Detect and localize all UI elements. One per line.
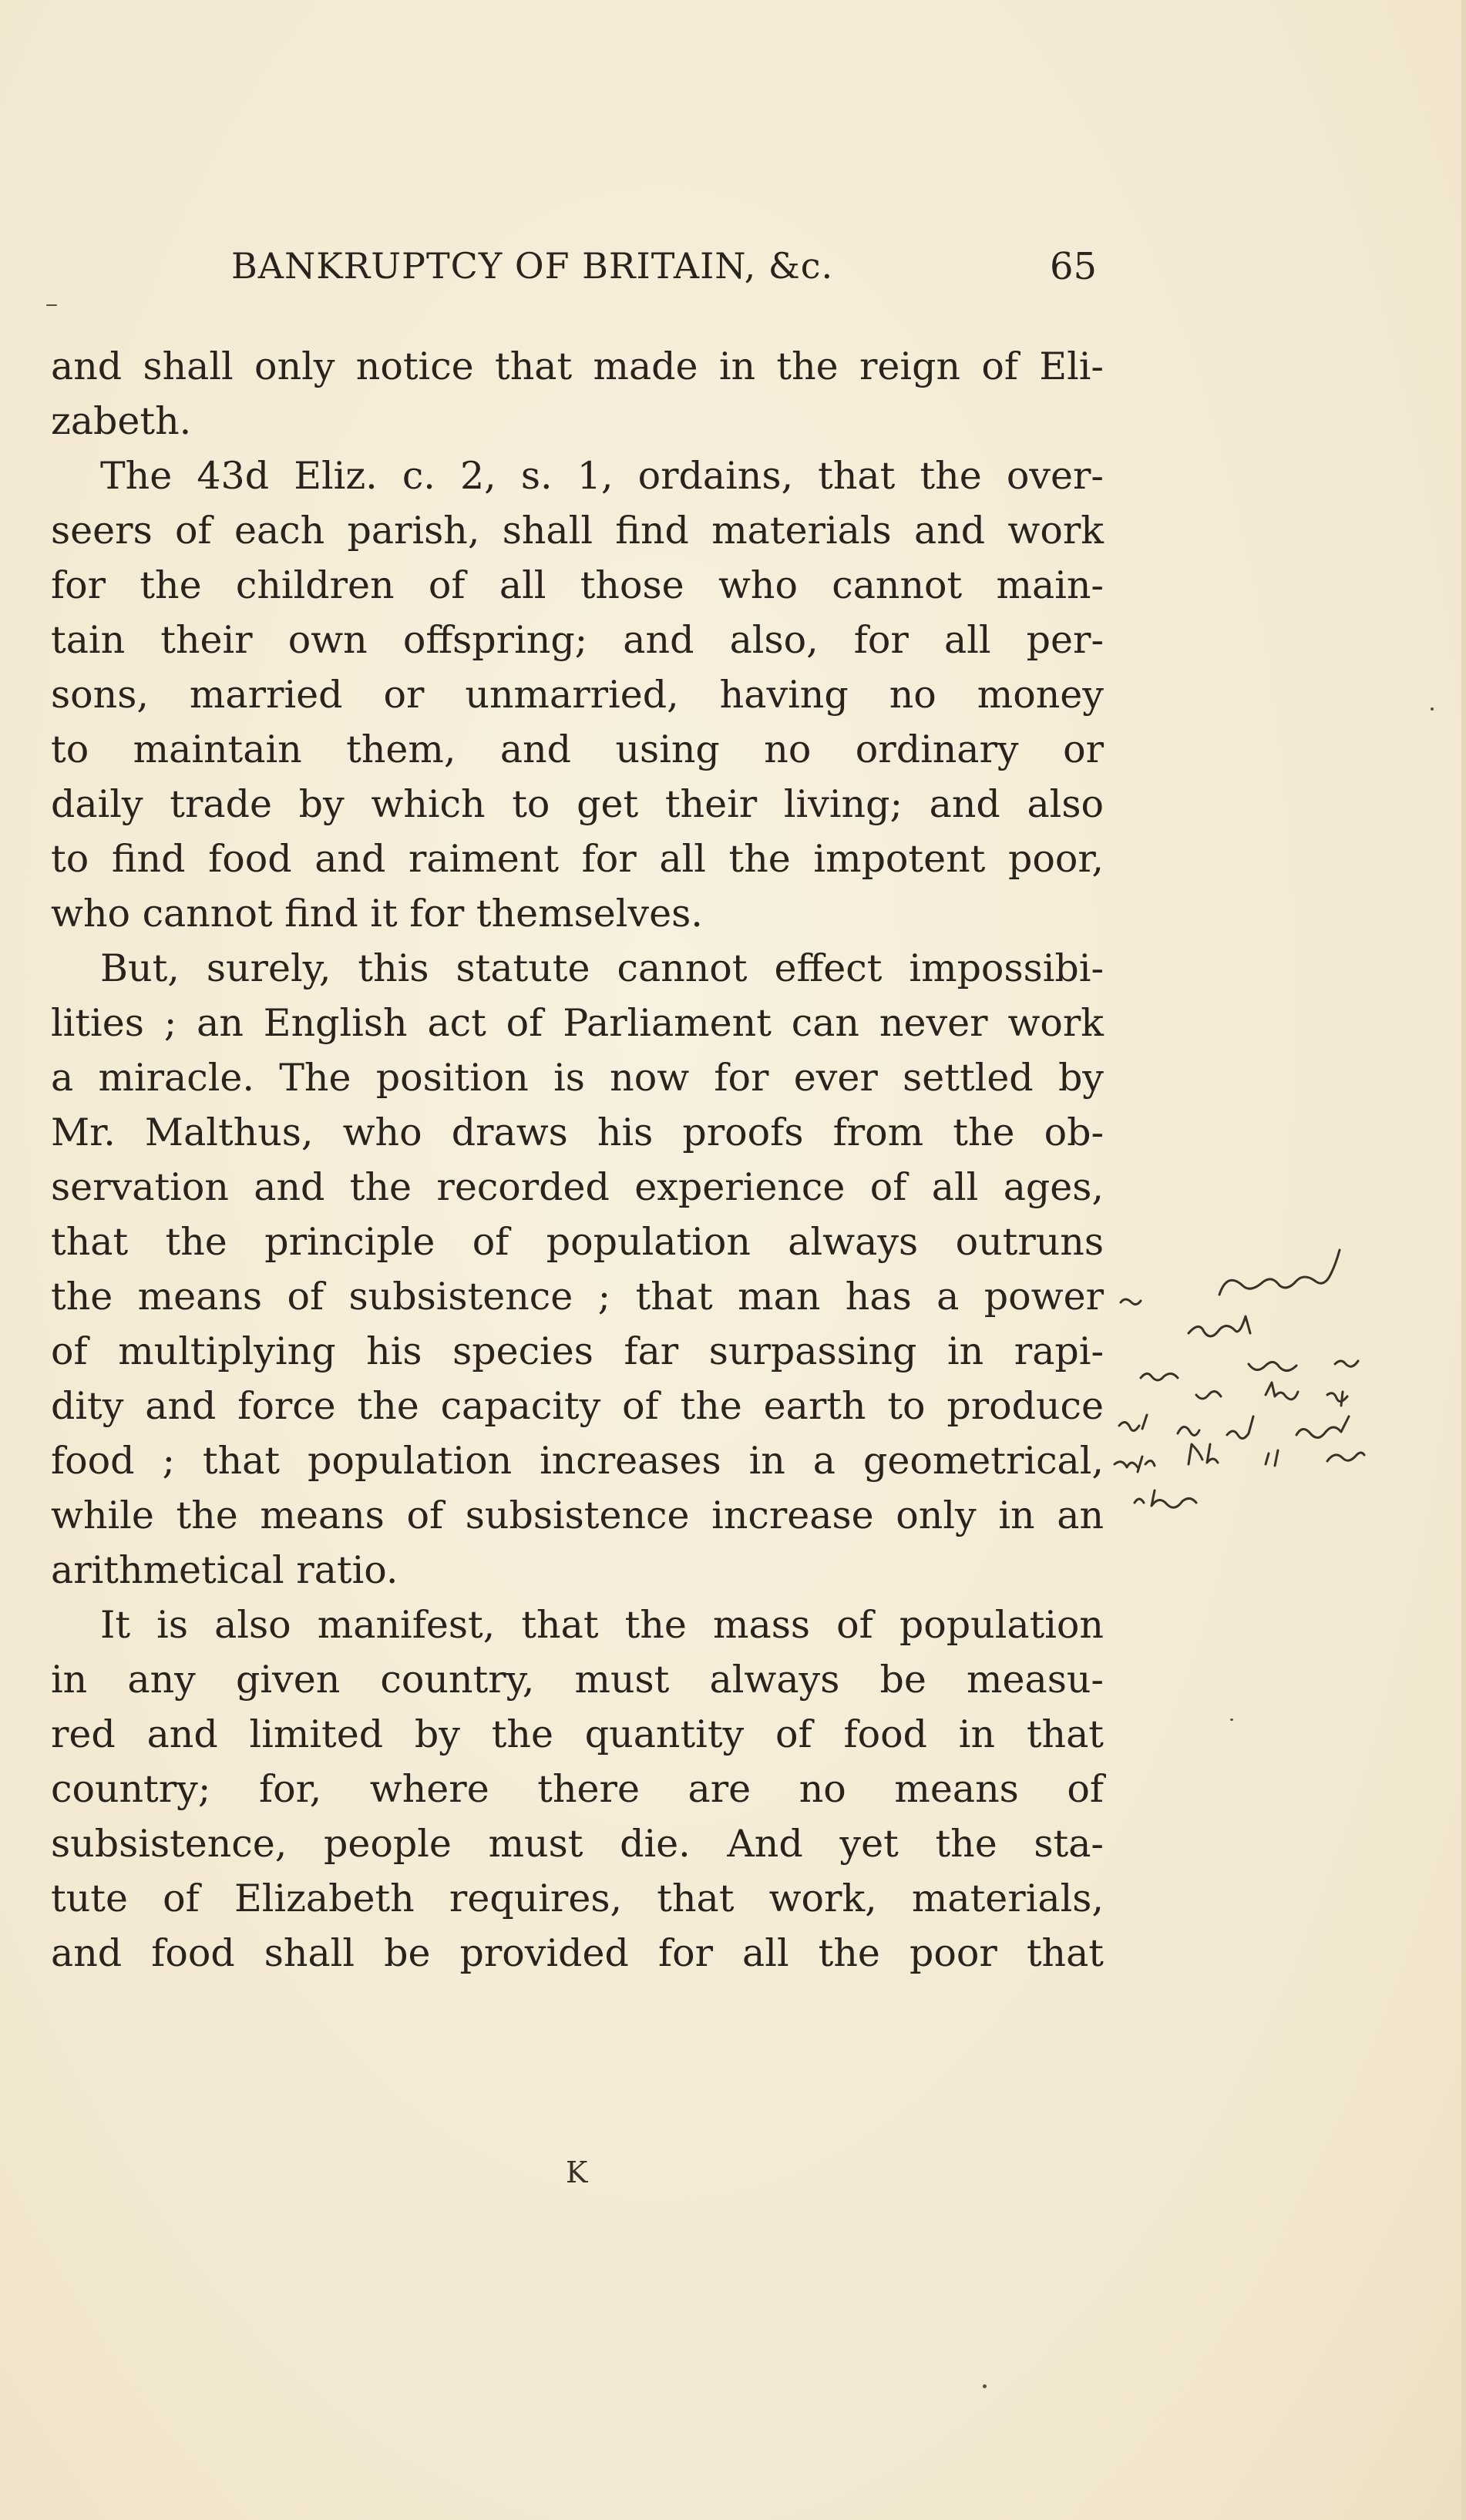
text-line: who cannot find it for themselves. xyxy=(51,892,703,936)
paper-speck xyxy=(1431,707,1434,711)
text-line: the means of subsistence ; that man has a power xyxy=(51,1275,1104,1319)
text-line: to find food and raiment for all the impotent poor, xyxy=(51,837,1104,881)
handwriting-scribble xyxy=(1104,1233,1427,1634)
text-line: daily trade by which to get their living; and also xyxy=(51,782,1104,826)
text-line: It is also manifest, that the mass of population xyxy=(100,1603,1104,1647)
text-line: red and limited by the quantity of food in that xyxy=(51,1712,1104,1756)
paper-speck xyxy=(46,304,57,306)
text-line: lities ; an English act of Parliament can never work xyxy=(51,1001,1104,1045)
text-line: Mr. Malthus, who draws his proofs from the ob- xyxy=(51,1110,1104,1154)
text-line: tain their own offspring; and also, for all per- xyxy=(51,618,1104,662)
signature-mark: K xyxy=(566,2155,588,2189)
text-line: in any given country, must always be measu- xyxy=(51,1658,1104,1702)
running-head: BANKRUPTCY OF BRITAIN, &c. xyxy=(231,245,834,287)
text-line: and shall only notice that made in the reign of Eli- xyxy=(51,344,1104,388)
text-line: while the means of subsistence increase only in an xyxy=(51,1494,1104,1537)
text-line: country; for, where there are no means of xyxy=(51,1767,1104,1811)
handwritten-annotation xyxy=(1104,1233,1427,1634)
text-line: But, surely, this statute cannot effect impossibi- xyxy=(100,946,1104,990)
text-line: sons, married or unmarried, having no money xyxy=(51,673,1104,717)
page-edge xyxy=(1461,0,1466,2520)
text-line: and food shall be provided for all the poor that xyxy=(51,1931,1104,1975)
text-line: for the children of all those who cannot main- xyxy=(51,563,1104,607)
paper-speck xyxy=(1230,1719,1233,1721)
text-line: dity and force the capacity of the earth to produce xyxy=(51,1384,1104,1428)
text-line: a miracle. The position is now for ever settled by xyxy=(51,1056,1104,1100)
text-line: arithmetical ratio. xyxy=(51,1548,398,1592)
text-line: of multiplying his species far surpassing in rapi- xyxy=(51,1329,1104,1373)
page-header xyxy=(0,245,1466,291)
text-line: that the principle of population always outruns xyxy=(51,1220,1104,1264)
text-line: zabeth. xyxy=(51,399,192,443)
text-line: tute of Elizabeth requires, that work, materials, xyxy=(51,1877,1104,1920)
page-number: 65 xyxy=(1050,245,1098,288)
text-line: The 43d Eliz. c. 2, s. 1, ordains, that the over- xyxy=(100,454,1104,498)
body-text xyxy=(51,339,1104,1981)
text-line: seers of each parish, shall find materials and work xyxy=(51,509,1104,553)
text-line: food ; that population increases in a geometrical, xyxy=(51,1439,1104,1483)
text-line: subsistence, people must die. And yet the sta- xyxy=(51,1822,1104,1866)
text-line: servation and the recorded experience of all ages, xyxy=(51,1165,1104,1209)
paper-speck xyxy=(983,2384,987,2388)
text-line: to maintain them, and using no ordinary or xyxy=(51,727,1104,771)
